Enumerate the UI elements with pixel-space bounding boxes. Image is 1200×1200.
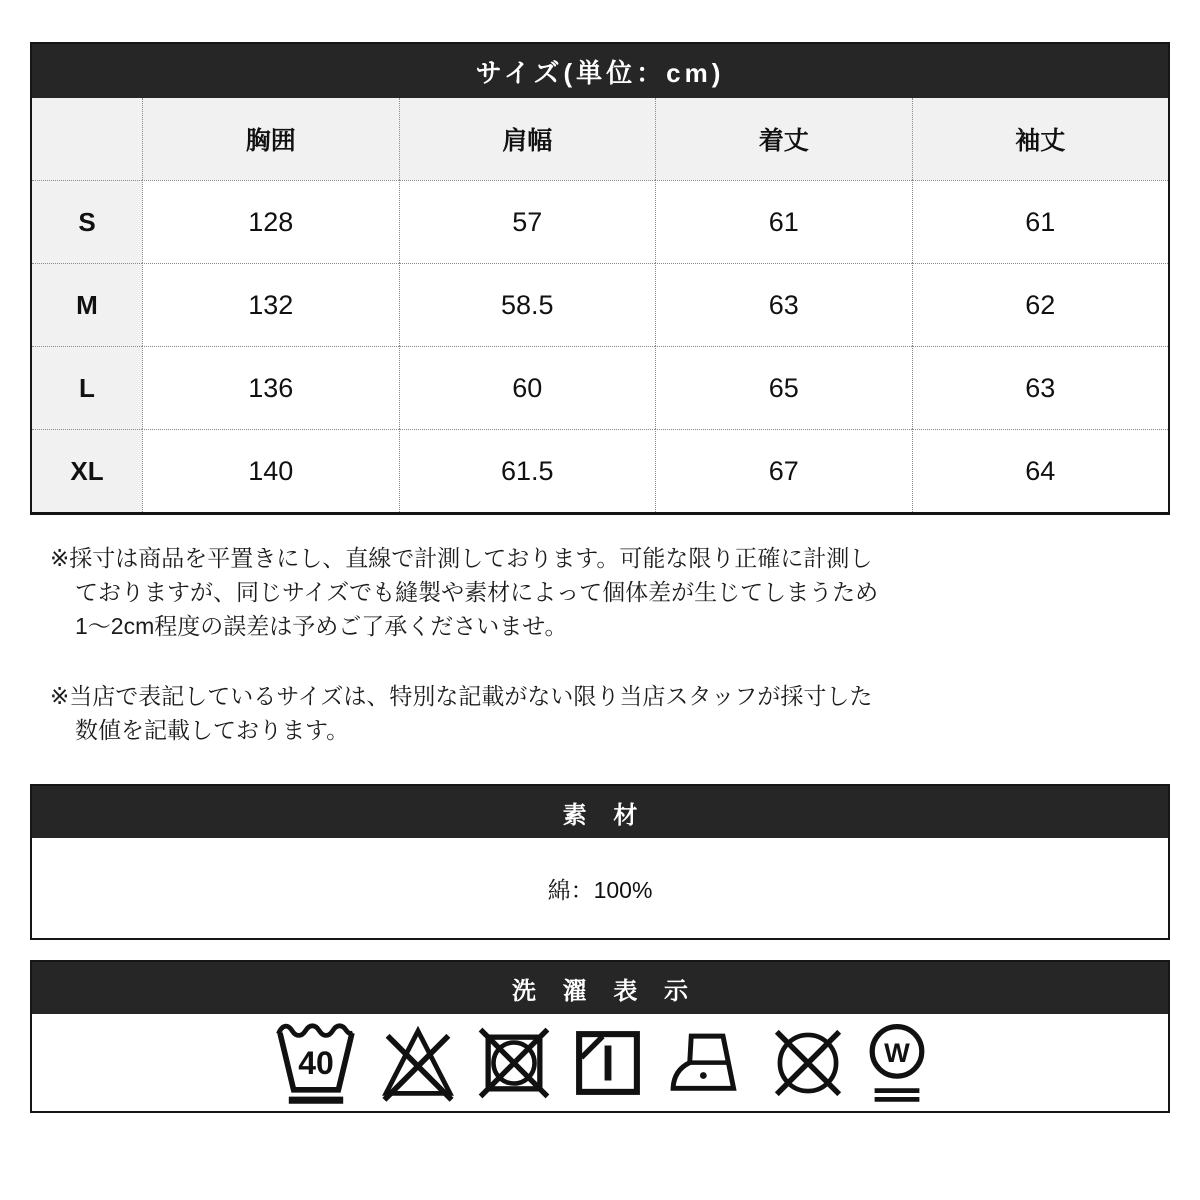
do-not-dry-clean-icon <box>769 1024 847 1102</box>
cell-l-shoulder: 60 <box>399 346 656 429</box>
care-icons <box>32 1014 1168 1111</box>
material-header: 素 材 <box>32 786 1168 838</box>
size-label-m: M <box>32 263 142 346</box>
cell-s-chest: 128 <box>142 180 399 263</box>
iron-low-one-dot-icon <box>664 1027 751 1099</box>
care-header: 洗 濯 表 示 <box>32 962 1168 1014</box>
size-table-section <box>30 42 1170 515</box>
cell-m-sleeve: 62 <box>912 263 1169 346</box>
cell-xl-length: 67 <box>655 429 912 512</box>
column-header-chest: 胸囲 <box>142 98 399 180</box>
svg-text:40: 40 <box>297 1044 334 1081</box>
material-section <box>30 784 1170 940</box>
size-notes <box>30 541 1170 747</box>
size-label-s: S <box>32 180 142 263</box>
size-label-xl: XL <box>32 429 142 512</box>
size-table <box>32 98 1168 512</box>
line-dry-in-shade-icon <box>570 1025 646 1101</box>
wash-40-gentle-icon <box>272 1021 360 1105</box>
do-not-tumble-dry-icon <box>476 1025 552 1101</box>
column-header-shoulder: 肩幅 <box>399 98 656 180</box>
note-line: 1〜2cm程度の誤差は予めご了承くださいませ。 <box>75 613 568 639</box>
note-line: ておりますが、同じサイズでも縫製や素材によって個体差が生じてしまうため <box>75 579 879 605</box>
size-table-title: サイズ(単位：cm) <box>32 44 1168 98</box>
do-not-bleach-icon <box>378 1023 458 1103</box>
note-line: 数値を記載しております。 <box>75 717 350 743</box>
care-section <box>30 960 1170 1113</box>
cell-xl-shoulder: 61.5 <box>399 429 656 512</box>
corner-cell <box>32 98 142 180</box>
cell-m-chest: 132 <box>142 263 399 346</box>
cell-m-length: 63 <box>655 263 912 346</box>
wet-clean-very-gentle-icon <box>865 1021 929 1105</box>
note-line: ※当店で表記しているサイズは、特別な記載がない限り当店スタッフが採寸した <box>50 683 873 709</box>
cell-l-chest: 136 <box>142 346 399 429</box>
staff-measured-note <box>50 679 1170 747</box>
measurement-note <box>50 541 1170 643</box>
cell-s-sleeve: 61 <box>912 180 1169 263</box>
size-label-l: L <box>32 346 142 429</box>
cell-l-length: 65 <box>655 346 912 429</box>
column-header-sleeve: 袖丈 <box>912 98 1169 180</box>
note-line: ※採寸は商品を平置きにし、直線で計測しております。可能な限り正確に計測し <box>50 545 873 571</box>
cell-s-length: 61 <box>655 180 912 263</box>
column-header-length: 着丈 <box>655 98 912 180</box>
cell-m-shoulder: 58.5 <box>399 263 656 346</box>
cell-l-sleeve: 63 <box>912 346 1169 429</box>
cell-xl-sleeve: 64 <box>912 429 1169 512</box>
svg-text:W: W <box>883 1036 910 1068</box>
material-value: 綿：100% <box>547 876 653 903</box>
cell-xl-chest: 140 <box>142 429 399 512</box>
cell-s-shoulder: 57 <box>399 180 656 263</box>
